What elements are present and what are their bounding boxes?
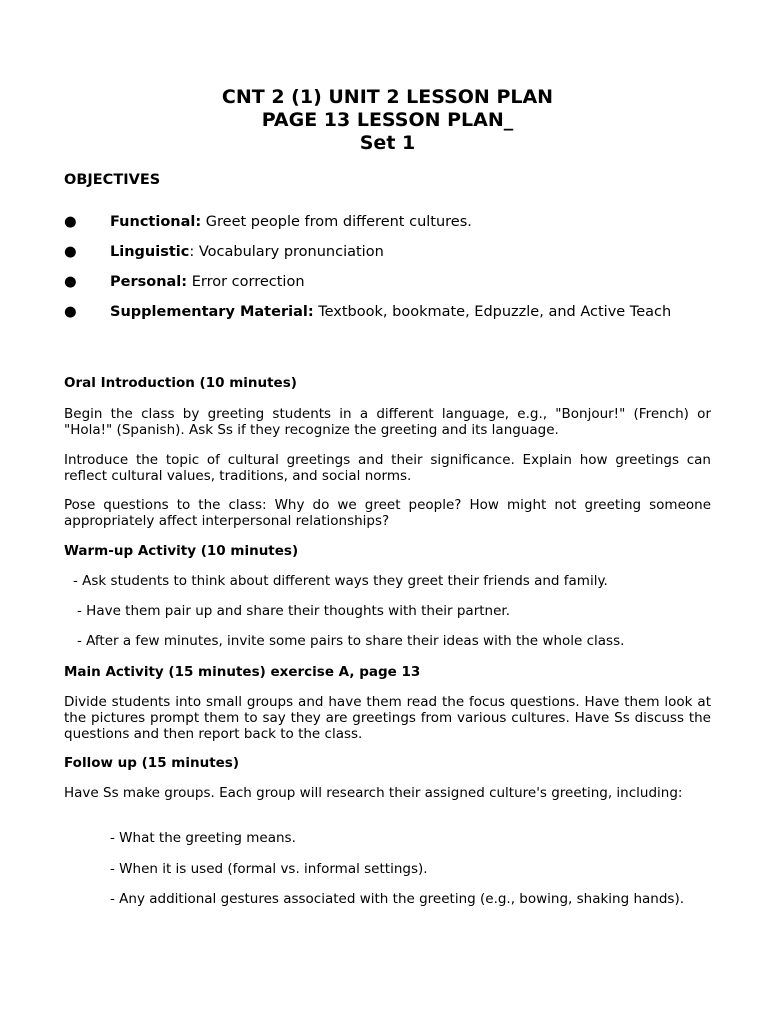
objective-personal bbox=[64, 272, 711, 293]
warm-up-item: - Have them pair up and share their thoughts with their partner. bbox=[77, 603, 511, 619]
document-title bbox=[64, 86, 711, 155]
oral-intro-paragraph-1: Begin the class by greeting students in a different language, e.g., "Bonjour!" (French) or "Hola!" (Spanish). Ask Ss if they recognize the greeting and its language. bbox=[64, 406, 711, 438]
bullet-icon: ● bbox=[64, 274, 77, 290]
follow-up-paragraph: Have Ss make groups. Each group will research their assigned culture's greeting, including: bbox=[64, 785, 683, 801]
objective-linguistic bbox=[64, 242, 711, 263]
oral-introduction-heading: Oral Introduction (10 minutes) bbox=[64, 375, 297, 391]
objective-text: : Vocabulary pronunciation bbox=[189, 244, 384, 260]
follow-up-item: - What the greeting means. bbox=[110, 830, 296, 846]
main-activity-heading: Main Activity (15 minutes) exercise A, page 13 bbox=[64, 664, 421, 680]
objective-label: Personal: bbox=[110, 274, 188, 290]
objective-text: Textbook, bookmate, Edpuzzle, and Active Teach bbox=[313, 304, 672, 320]
objective-functional bbox=[64, 212, 711, 233]
objectives-heading: OBJECTIVES bbox=[64, 172, 161, 188]
objective-label: Supplementary Material: bbox=[110, 304, 314, 320]
bullet-icon: ● bbox=[64, 244, 77, 260]
bullet-icon: ● bbox=[64, 214, 77, 230]
warm-up-item: - After a few minutes, invite some pairs to share their ideas with the whole class. bbox=[77, 633, 625, 649]
objective-label: Functional: bbox=[110, 214, 202, 230]
objective-text: Error correction bbox=[187, 274, 305, 290]
bullet-icon: ● bbox=[64, 304, 77, 320]
follow-up-item: - Any additional gestures associated with the greeting (e.g., bowing, shaking hands). bbox=[110, 891, 685, 907]
objective-label: Linguistic bbox=[110, 244, 190, 260]
title-line-1: CNT 2 (1) UNIT 2 LESSON PLAN bbox=[221, 86, 554, 108]
warm-up-heading: Warm-up Activity (10 minutes) bbox=[64, 543, 299, 559]
oral-intro-paragraph-2: Introduce the topic of cultural greetings and their significance. Explain how greetings can reflect cultural values, traditions, and social norms. bbox=[64, 452, 711, 484]
objective-text: Greet people from different cultures. bbox=[201, 214, 472, 230]
follow-up-heading: Follow up (15 minutes) bbox=[64, 755, 240, 771]
oral-intro-paragraph-3: Pose questions to the class: Why do we greet people? How might not greeting someone appropriately affect interpersonal relationships? bbox=[64, 497, 711, 529]
title-line-3: Set 1 bbox=[359, 132, 416, 154]
follow-up-item: - When it is used (formal vs. informal settings). bbox=[110, 861, 428, 877]
title-line-2: PAGE 13 LESSON PLAN_ bbox=[261, 109, 514, 131]
warm-up-item: - Ask students to think about different ways they greet their friends and family. bbox=[73, 573, 608, 589]
main-activity-paragraph: Divide students into small groups and have them read the focus questions. Have them look at the pictures prompt them to say they are greetings from various cultures. Have Ss discuss the questions and then report back to the class. bbox=[64, 694, 711, 742]
objective-supplementary bbox=[64, 302, 711, 323]
